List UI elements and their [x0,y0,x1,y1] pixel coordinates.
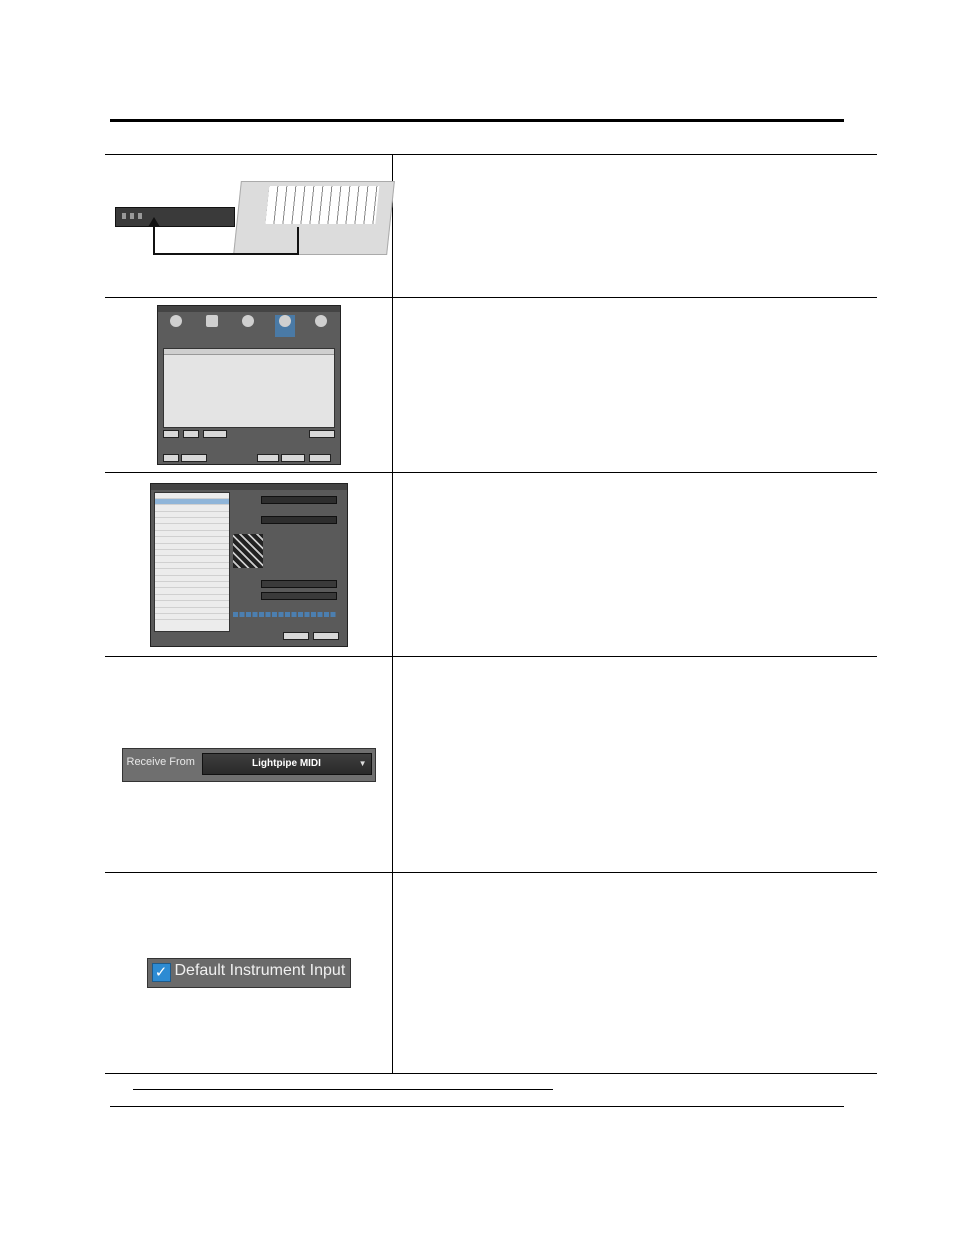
step-figure-cell [105,473,393,657]
footer-rule [110,1106,844,1107]
step-description-cell [393,657,878,873]
preferences-window-screenshot [157,305,341,465]
arrow-up-icon [148,217,160,227]
add-device-dialog-screenshot [150,483,348,647]
default-instrument-input-checkbox[interactable]: ✓ [152,963,171,982]
speaker-icon [242,315,254,327]
steps-table [105,154,877,1074]
step-row [105,873,877,1074]
step-figure-cell [105,657,393,873]
midi-cable-line [153,227,299,255]
step-figure-cell [105,873,393,1074]
footnote-rule [133,1089,553,1090]
folder-icon [206,315,218,327]
gauge-icon [170,315,182,327]
midi-channel-selector [233,612,337,617]
default-instrument-input-label: Default Instrument Input [174,962,346,979]
default-instrument-input-panel [147,958,351,988]
receive-from-label: Receive From [126,755,195,768]
audio-interface-image [115,207,235,227]
step-row [105,473,877,657]
step-description-cell [393,155,878,298]
receive-from-value: Lightpipe MIDI [252,757,321,769]
receive-from-dropdown[interactable] [202,753,372,775]
external-device-icon [279,315,291,327]
step-row [105,298,877,473]
advanced-icon [315,315,327,327]
device-list [163,348,335,428]
header-rule [110,119,844,122]
step-figure-cell [105,155,393,298]
keyboard-art-icon [233,534,263,568]
step-row [105,657,877,873]
step-figure-cell [105,298,393,473]
hardware-connection-figure [109,181,389,271]
step-description-cell [393,873,878,1074]
step-row [105,155,877,298]
step-description-cell [393,473,878,657]
device-tree [154,492,230,632]
chevron-down-icon: ▼ [358,758,367,768]
step-description-cell [393,298,878,473]
receive-from-panel [122,748,376,782]
